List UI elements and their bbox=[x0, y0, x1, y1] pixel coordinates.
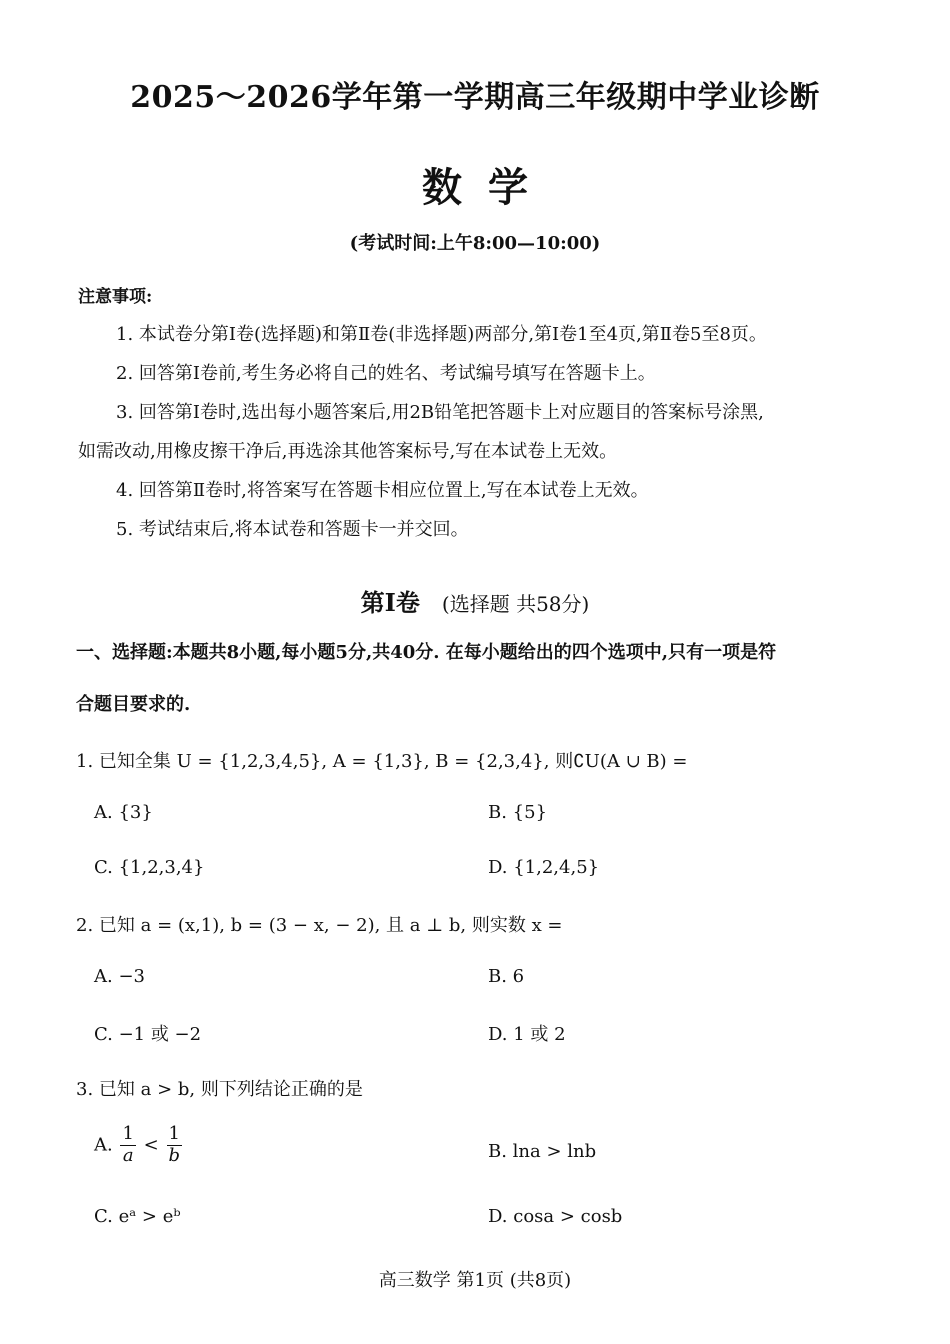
notice-item-1: 1. 本试卷分第Ⅰ卷(选择题)和第Ⅱ卷(非选择题)两部分,第Ⅰ卷1至4页,第Ⅱ卷5至8页。 bbox=[116, 324, 767, 345]
question-3-option-a bbox=[94, 1124, 184, 1166]
fraction-one-over-a bbox=[120, 1124, 135, 1166]
question-1-option-d: D. {1,2,4,5} bbox=[488, 857, 600, 878]
fraction-one-over-b bbox=[166, 1124, 182, 1166]
question-2-option-d: D. 1 或 2 bbox=[488, 1024, 566, 1045]
question-1-option-b: B. {5} bbox=[488, 802, 548, 823]
exam-time: (考试时间:上午8:00—10:00) bbox=[349, 233, 601, 254]
notice-item-2: 2. 回答第Ⅰ卷前,考生务必将自己的姓名、考试编号填写在答题卡上。 bbox=[116, 363, 656, 384]
notice-item-4: 4. 回答第Ⅱ卷时,将答案写在答题卡相应位置上,写在本试卷上无效。 bbox=[116, 480, 649, 501]
fraction-numerator: 1 bbox=[168, 1123, 180, 1144]
notice-heading: 注意事项: bbox=[78, 287, 153, 307]
question-3-option-c: C. eᵃ > eᵇ bbox=[94, 1206, 181, 1227]
question-2-option-a: A. −3 bbox=[94, 966, 145, 987]
fraction-numerator: 1 bbox=[122, 1123, 134, 1144]
page-footer: 高三数学 第1页 (共8页) bbox=[378, 1270, 572, 1291]
question-2-option-b: B. 6 bbox=[488, 966, 525, 987]
fraction-denominator: b bbox=[168, 1144, 181, 1166]
notice-item-3: 3. 回答第Ⅰ卷时,选出每小题答案后,用2B铅笔把答题卡上对应题目的答案标号涂黑, bbox=[116, 402, 764, 423]
section-subtitle: (选择题 共58分) bbox=[441, 592, 590, 616]
option-a-label: A. bbox=[94, 1134, 113, 1156]
exam-title: 2025～2026学年第一学期高三年级期中学业诊断 bbox=[130, 80, 820, 115]
question-1-stem: 1. 已知全集 U = {1,2,3,4,5}, A = {1,3}, B = {2,3,4}, 则∁U(A ∪ B) = bbox=[76, 751, 688, 772]
part-instruction-line-1: 一、选择题:本题共8小题,每小题5分,共40分. 在每小题给出的四个选项中,只有一项是符 bbox=[76, 642, 777, 663]
less-than-sign: < bbox=[143, 1134, 159, 1156]
question-3-stem: 3. 已知 a > b, 则下列结论正确的是 bbox=[76, 1079, 363, 1100]
notice-item-5: 5. 考试结束后,将本试卷和答题卡一并交回。 bbox=[116, 519, 469, 540]
question-1-option-a: A. {3} bbox=[94, 802, 153, 823]
question-2-stem: 2. 已知 a = (x,1), b = (3 − x, − 2), 且 a ⊥ b, 则实数 x = bbox=[76, 915, 563, 936]
question-2-option-c: C. −1 或 −2 bbox=[94, 1024, 202, 1045]
subject-title: 数学 bbox=[422, 164, 554, 211]
section-name: 第Ⅰ卷 bbox=[360, 588, 420, 617]
notice-item-3-continued: 如需改动,用橡皮擦干净后,再选涂其他答案标号,写在本试卷上无效。 bbox=[78, 441, 618, 462]
section-title bbox=[0, 583, 950, 618]
question-3-option-d: D. cosa > cosb bbox=[488, 1206, 623, 1227]
fraction-denominator: a bbox=[122, 1144, 134, 1166]
question-1-option-c: C. {1,2,3,4} bbox=[94, 857, 205, 878]
question-3-option-b: B. lna > lnb bbox=[488, 1141, 597, 1162]
part-instruction-line-2: 合题目要求的. bbox=[76, 694, 191, 715]
